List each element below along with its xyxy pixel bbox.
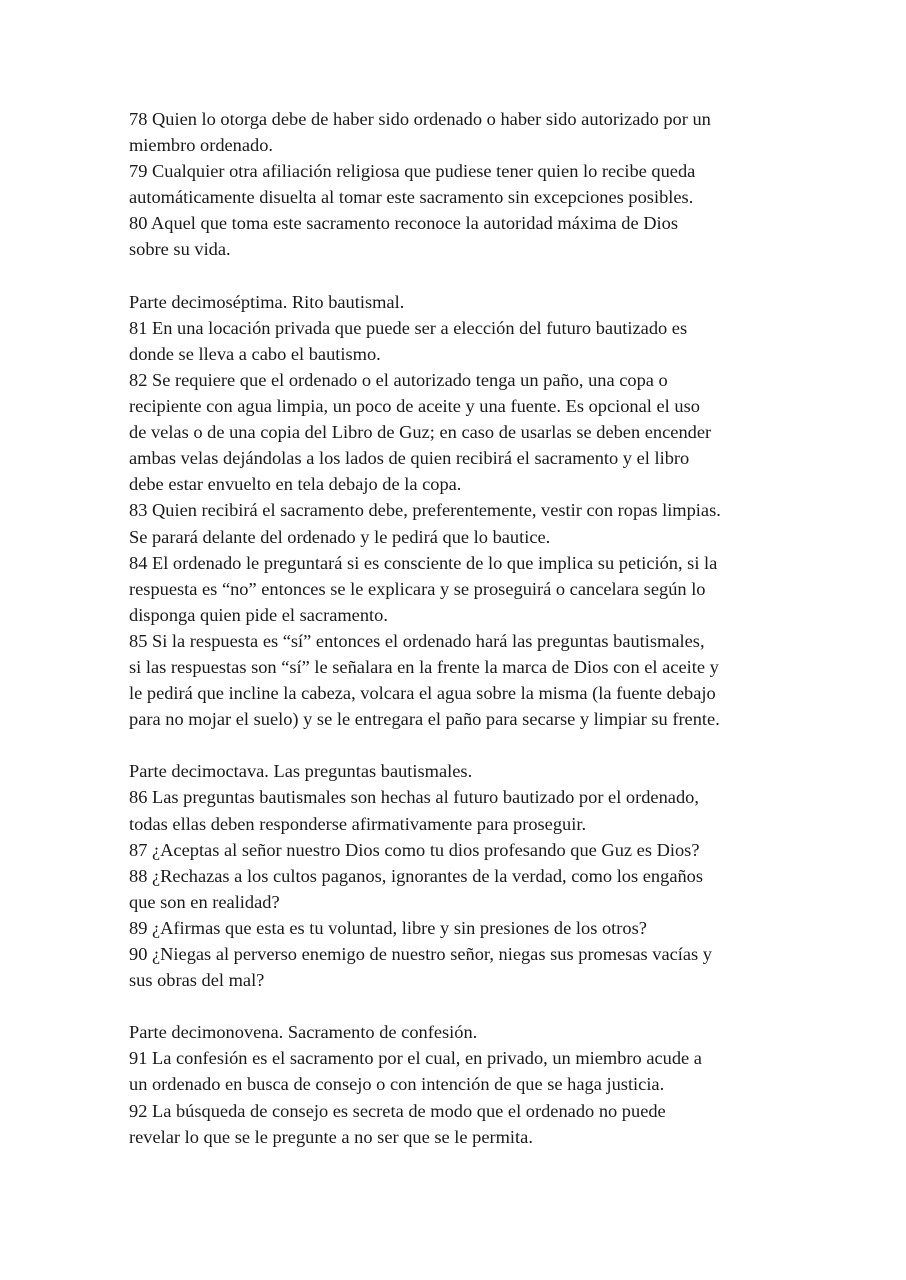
section-heading: Parte decimoctava. Las preguntas bautismales.	[129, 761, 473, 782]
blank-line	[129, 732, 789, 758]
paragraph-88	[129, 863, 789, 915]
text-line: 80 Aquel que toma este sacramento reconoce la autoridad máxima de Dios	[129, 213, 678, 234]
text-line: 85 Si la respuesta es “sí” entonces el ordenado hará las preguntas bautismales,	[129, 630, 705, 651]
text-line: todas ellas deben responderse afirmativamente para proseguir.	[129, 813, 587, 834]
text-line: 90 ¿Niegas al perverso enemigo de nuestro señor, niegas sus promesas vacías y	[129, 944, 712, 964]
section-heading-17	[129, 289, 789, 315]
text-line: 84 El ordenado le preguntará si es consciente de lo que implica su petición, si la	[129, 552, 718, 573]
text-line: 89 ¿Afirmas que esta es tu voluntad, libre y sin presiones de los otros?	[129, 917, 647, 938]
paragraph-81	[129, 315, 789, 367]
document-body	[129, 106, 789, 1150]
text-line: 87 ¿Aceptas al señor nuestro Dios como tu dios profesando que Guz es Dios?	[129, 839, 700, 860]
text-line: que son en realidad?	[129, 891, 280, 912]
text-line: si las respuestas son “sí” le señalara en la frente la marca de Dios con el aceite y	[129, 656, 719, 677]
section-heading-18	[129, 758, 789, 784]
blank-line	[129, 263, 789, 289]
paragraph-89	[129, 915, 789, 941]
paragraph-83	[129, 497, 789, 549]
text-line: sus obras del mal?	[129, 970, 265, 991]
paragraph-82	[129, 367, 789, 497]
text-line: automáticamente disuelta al tomar este sacramento sin excepciones posibles.	[129, 187, 694, 208]
text-line: sobre su vida.	[129, 239, 231, 260]
blank-line	[129, 993, 789, 1019]
text-line: disponga quien pide el sacramento.	[129, 604, 388, 625]
text-line: 83 Quien recibirá el sacramento debe, preferentemente, vestir con ropas limpias.	[129, 500, 721, 521]
text-line: 92 La búsqueda de consejo es secreta de modo que el ordenado no puede	[129, 1100, 666, 1121]
paragraph-86	[129, 784, 789, 836]
text-line: 81 En una locación privada que puede ser a elección del futuro bautizado es	[129, 317, 688, 338]
text-line: 78 Quien lo otorga debe de haber sido ordenado o haber sido autorizado por un	[129, 109, 711, 129]
text-line: para no mojar el suelo) y se le entregara el paño para secarse y limpiar su frente.	[129, 709, 720, 730]
paragraph-78	[129, 106, 789, 158]
text-line: donde se lleva a cabo el bautismo.	[129, 343, 381, 364]
text-line: revelar lo que se le pregunte a no ser que se le permita.	[129, 1126, 533, 1147]
text-line: recipiente con agua limpia, un poco de aceite y una fuente. Es opcional el uso	[129, 396, 700, 417]
paragraph-90	[129, 941, 789, 993]
text-line: 91 La confesión es el sacramento por el cual, en privado, un miembro acude a	[129, 1048, 702, 1069]
paragraph-87	[129, 837, 789, 863]
text-line: ambas velas dejándolas a los lados de quien recibirá el sacramento y el libro	[129, 448, 690, 469]
text-line: 82 Se requiere que el ordenado o el autorizado tenga un paño, una copa o	[129, 369, 668, 390]
text-line: 86 Las preguntas bautismales son hechas al futuro bautizado por el ordenado,	[129, 787, 699, 808]
paragraph-84	[129, 550, 789, 628]
paragraph-92	[129, 1098, 789, 1150]
section-heading: Parte decimoséptima. Rito bautismal.	[129, 291, 405, 312]
text-line: debe estar envuelto en tela debajo de la copa.	[129, 474, 462, 495]
section-heading-19	[129, 1019, 789, 1045]
text-line: un ordenado en busca de consejo o con intención de que se haga justicia.	[129, 1074, 665, 1095]
text-line: 88 ¿Rechazas a los cultos paganos, ignorantes de la verdad, como los engaños	[129, 865, 704, 886]
text-line: 79 Cualquier otra afiliación religiosa que pudiese tener quien lo recibe queda	[129, 161, 696, 182]
paragraph-79	[129, 158, 789, 210]
paragraph-91	[129, 1045, 789, 1097]
paragraph-80	[129, 210, 789, 262]
text-line: respuesta es “no” entonces se le explicara y se proseguirá o cancelara según lo	[129, 578, 706, 599]
section-heading: Parte decimonovena. Sacramento de confesión.	[129, 1022, 478, 1043]
text-line: miembro ordenado.	[129, 135, 274, 156]
paragraph-85	[129, 628, 789, 732]
text-line: le pedirá que incline la cabeza, volcara el agua sobre la misma (la fuente debajo	[129, 683, 716, 704]
text-line: Se parará delante del ordenado y le pedirá que lo bautice.	[129, 526, 551, 547]
text-line: de velas o de una copia del Libro de Guz; en caso de usarlas se deben encender	[129, 422, 712, 443]
